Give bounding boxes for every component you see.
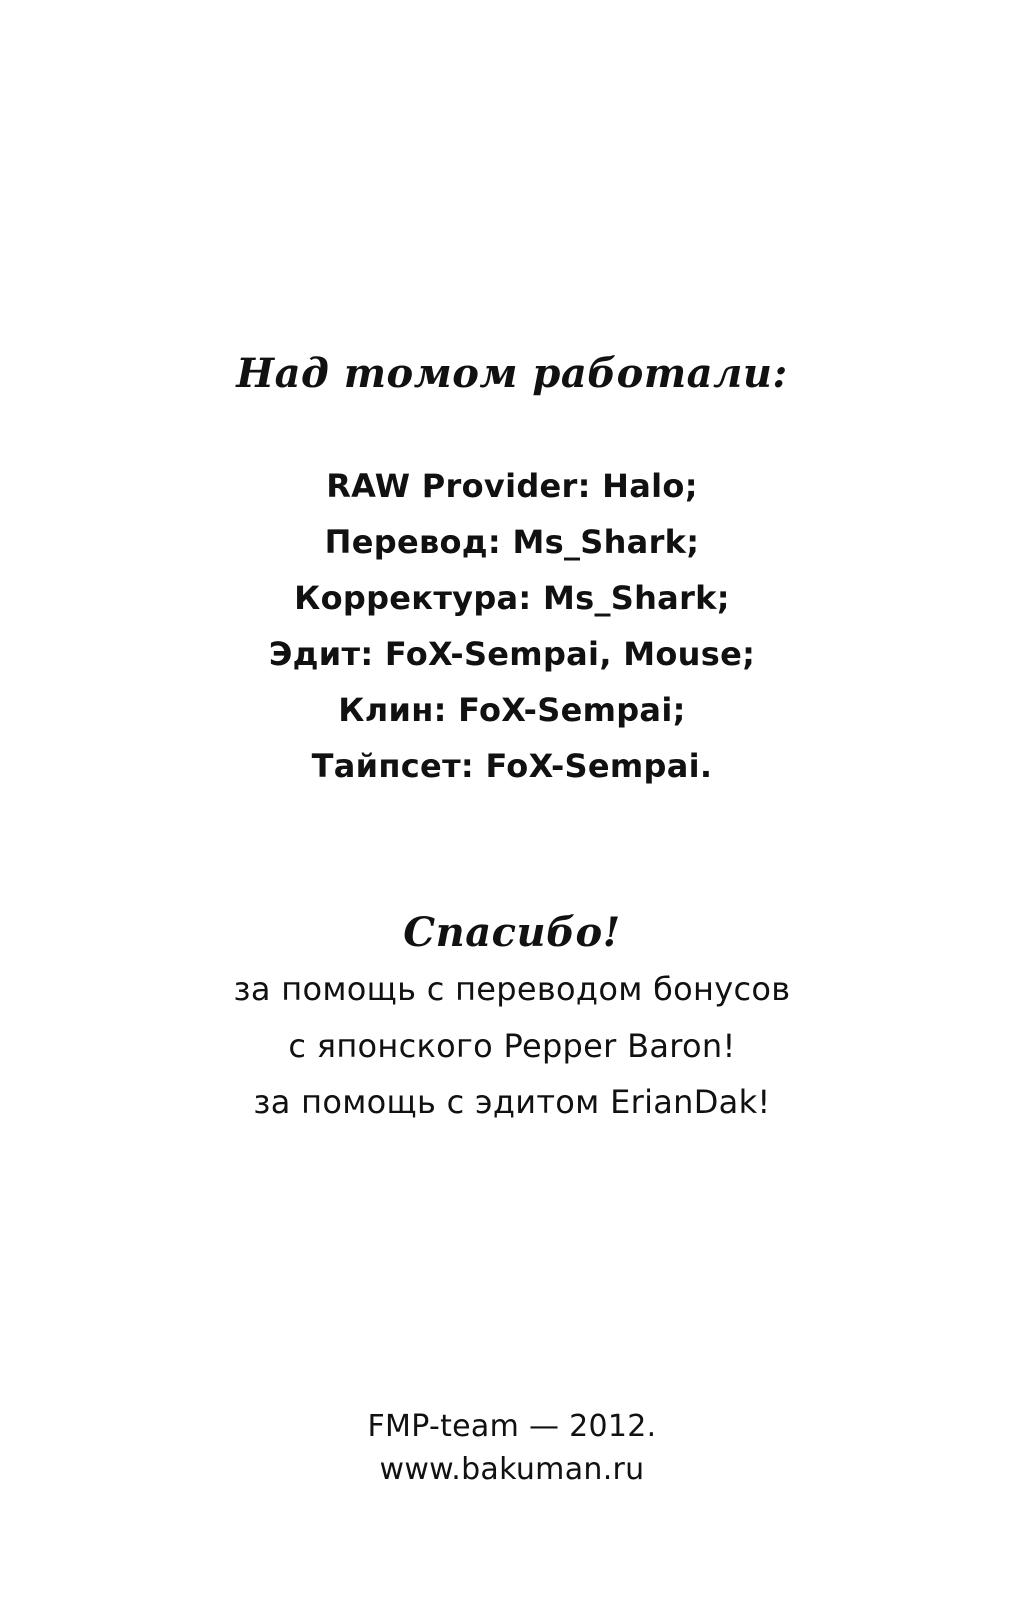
credits-heading: Над томом работали:: [236, 350, 788, 397]
thanks-heading: Спасибо!: [403, 909, 621, 956]
footer-team-year: FMP-team — 2012.: [367, 1409, 657, 1444]
credit-line-proofreading: Корректура: Ms_Shark;: [294, 579, 730, 617]
thanks-line-japanese: с японского Pepper Baron!: [288, 1027, 736, 1065]
footer-website: www.bakuman.ru: [379, 1452, 645, 1487]
credit-line-clean: Клин: FoX-Sempai;: [338, 691, 686, 729]
credit-line-typeset: Тайпсет: FoX-Sempai.: [311, 747, 713, 785]
credit-line-translation: Перевод: Ms_Shark;: [324, 523, 700, 561]
credit-line-raw-provider: RAW Provider: Halo;: [326, 467, 698, 505]
thanks-line-translation-help: за помощь с переводом бонусов: [233, 970, 791, 1008]
thanks-line-edit-help: за помощь с эдитом ErianDak!: [253, 1083, 771, 1121]
credit-line-edit: Эдит: FoX-Sempai, Mouse;: [268, 635, 756, 673]
